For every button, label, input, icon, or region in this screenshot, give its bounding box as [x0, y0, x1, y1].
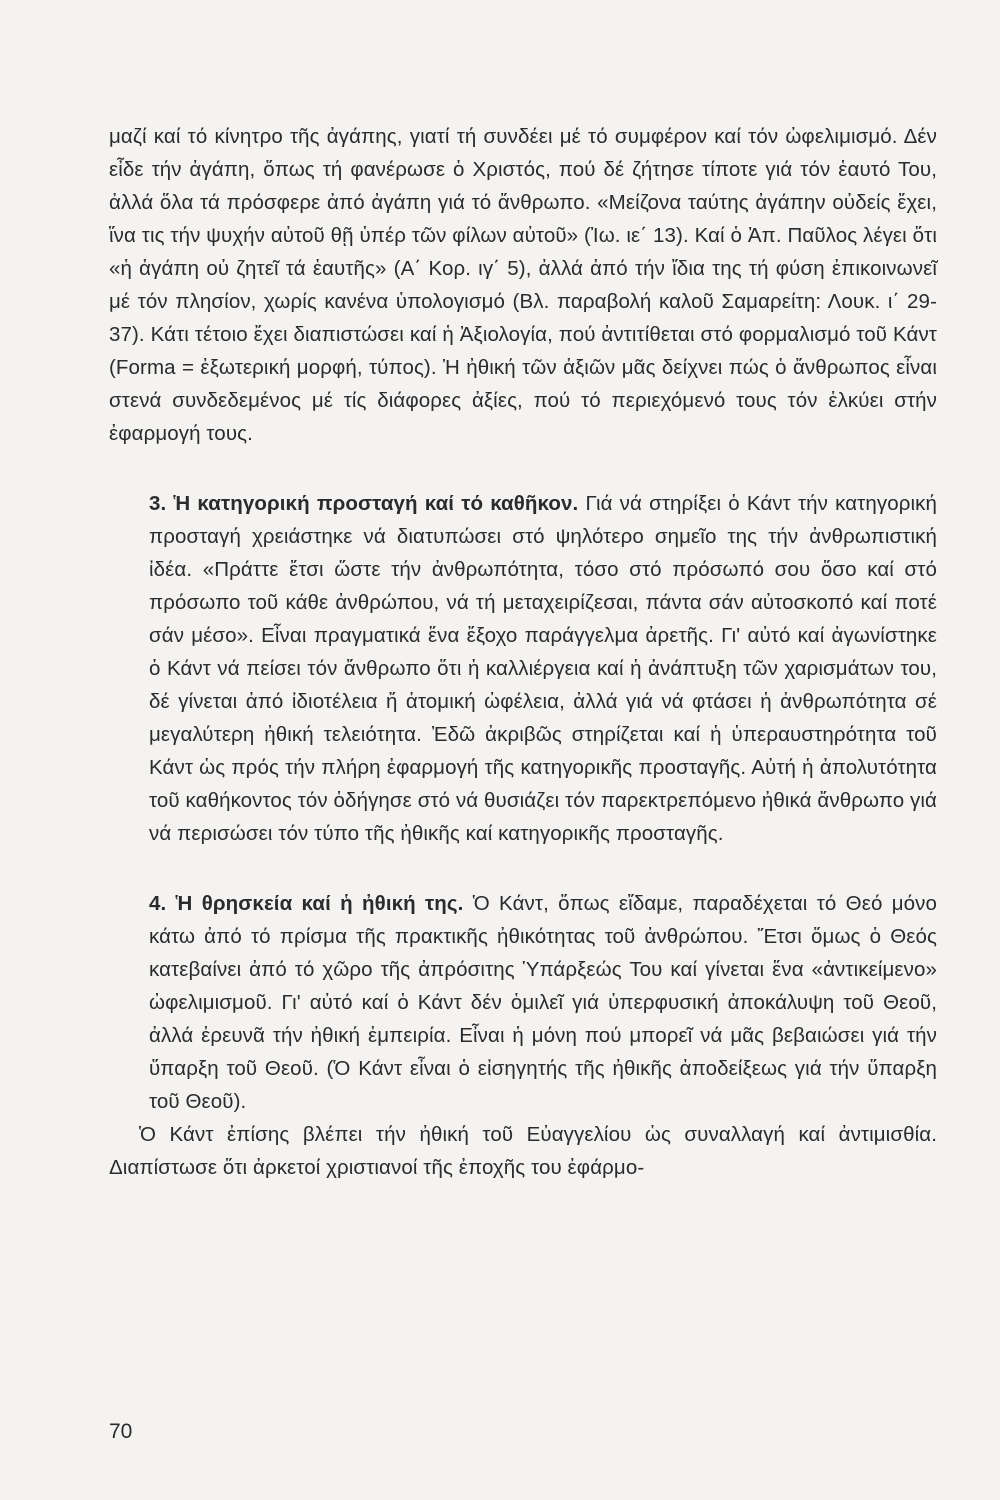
paragraph-5: Ὁ Κάντ ἐπίσης βλέπει τήν ἠθική τοῦ Εὐαγγελίου ὡς συναλλαγή καί ἀντιμισθία. Διαπίστωσε ὅτι ἀρκετοί χριστιανοί τῆς ἐποχῆς του ἐφάρμο-: [109, 1123, 937, 1179]
page-number: 70: [109, 1420, 133, 1443]
section-4-paragraph: [109, 887, 937, 1118]
body-text: [109, 120, 937, 1184]
section-3-heading: 3. Ἡ κατηγορική προσταγή καί τό καθῆκον.: [149, 492, 579, 515]
section-4-heading: 4. Ἡ θρησκεία καί ἡ ἠθική της.: [149, 892, 464, 915]
section-4-text: Ὁ Κάντ, ὅπως εἴδαμε, παραδέχεται τό Θεό μόνο κάτω ἀπό τό πρίσμα τῆς πρακτικῆς ἠθικότητας τοῦ ἀνθρώπου. Ἔτσι ὅμως ὁ Θεός κατεβαίνει ἀπό τό χῶρο τῆς ἀπρόσιτης Ὑπάρξεώς Του καί γίνεται ἕνα «ἀντικείμενο» ὠφελιμισμοῦ. Γι' αὐτό καί ὁ Κάντ δέν ὁμιλεῖ γιά ὑπερφυσική ἀποκάλυψη τοῦ Θεοῦ, ἀλλά ἐρευνᾶ τήν ἠθική ἐμπειρία. Εἶναι ἡ μόνη πού μπορεῖ νά μᾶς βεβαιώσει γιά τήν ὕπαρξη τοῦ Θεοῦ. (Ὁ Κάντ εἶναι ὁ εἰσηγητής τῆς ἠθικῆς ἀποδείξεως γιά τήν ὕπαρξη τοῦ Θεοῦ).: [149, 892, 937, 1113]
paragraph-gap: [109, 450, 937, 487]
section-3-text: Γιά νά στηρίξει ὁ Κάντ τήν κατηγορική προσταγή χρειάστηκε νά διατυπώσει στό ψηλότερο σημεῖο της τήν ἀνθρωπιστική ἰδέα. «Πράττε ἔτσι ὥστε τήν ἀνθρωπότητα, τόσο στό πρόσωπό σου ὅσο καί στό πρόσωπο τοῦ κάθε ἀνθρώπου, νά τή μεταχειρίζεσαι, πάντα σάν αὐτοσκοπό καί ποτέ σάν μέσο». Εἶναι πραγματικά ἕνα ἔξοχο παράγγελμα ἀρετῆς. Γι' αὐτό καί ἀγωνίστηκε ὁ Κάντ νά πείσει τόν ἄνθρωπο ὅτι ἡ καλλιέργεια καί ἡ ἀνάπτυξη τῶν χαρισμάτων του, δέ γίνεται ἀπό ἰδιοτέλεια ἤ ἀτομική ὠφέλεια, ἀλλά γιά νά φτάσει ἡ ἀνθρωπότητα σέ μεγαλύτερη ἠθική τελειότητα. Ἐδῶ ἀκριβῶς στηρίζεται καί ἡ ὑπεραυστηρότητα τοῦ Κάντ ὡς πρός τήν πλήρη ἐφαρμογή τῆς κατηγορικῆς προσταγῆς. Αὐτή ἡ ἀπολυτότητα τοῦ καθήκοντος τόν ὁδήγησε στό νά θυσιάζει τόν παρεκτρεπόμενο ἠθικά ἄνθρωπο γιά νά περισώσει τόν τύπο τῆς ἠθικῆς καί κατηγορικῆς προσταγῆς.: [149, 492, 937, 845]
paragraph-gap: [109, 850, 937, 887]
section-3-paragraph: [109, 487, 937, 850]
paragraph-1: μαζί καί τό κίνητρο τῆς ἀγάπης, γιατί τή συνδέει μέ τό συμφέρον καί τόν ὠφελιμισμό. Δέν εἶδε τήν ἀγάπη, ὅπως τή φανέρωσε ὁ Χριστός, πού δέ ζήτησε τίποτε γιά τόν ἑαυτό Του, ἀλλά ὅλα τά πρόσφερε ἀπό ἀγάπη γιά τό ἄνθρωπο. «Μείζονα ταύτης ἀγάπην οὐδείς ἔχει, ἵνα τις τήν ψυχήν αὐτοῦ θῇ ὑπέρ τῶν φίλων αὐτοῦ» (Ἰω. ιε΄ 13). Καί ὁ Ἀπ. Παῦλος λέγει ὅτι «ἡ ἀγάπη οὐ ζητεῖ τά ἑαυτῆς» (Α΄ Κορ. ιγ΄ 5), ἀλλά ἀπό τήν ἴδια της τή φύση ἐπικοινωνεῖ μέ τόν πλησίον, χωρίς κανένα ὑπολογισμό (Βλ. παραβολή καλοῦ Σαμαρείτη: Λουκ. ι΄ 29-37). Κάτι τέτοιο ἔχει διαπιστώσει καί ἡ Ἀξιολογία, πού ἀντιτίθεται στό φορμαλισμό τοῦ Κάντ (Forma = ἐξωτερική μορφή, τύπος). Ἡ ἠθική τῶν ἀξιῶν μᾶς δείχνει πώς ὁ ἄνθρωπος εἶναι στενά συνδεδεμένος μέ τίς διάφορες ἀξίες, πού τό περιεχόμενό τους τόν ἑλκύει στήν ἐφαρμογή τους.: [109, 125, 937, 445]
